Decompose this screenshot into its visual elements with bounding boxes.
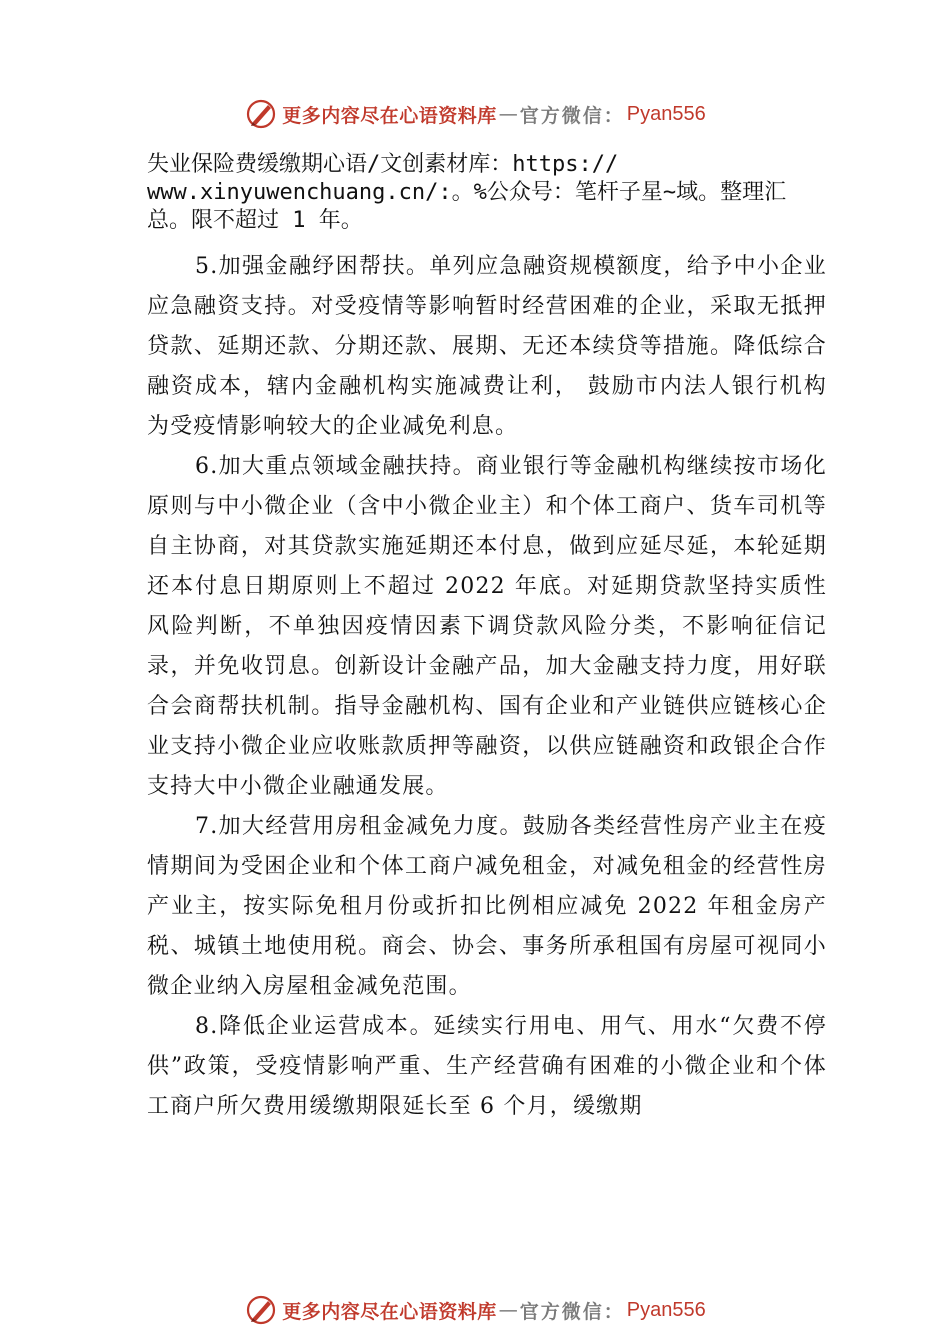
- watermark-account: Pyan556: [626, 1298, 706, 1321]
- document-body: [147, 151, 827, 1127]
- watermark-brand: 更多内容尽在心语资料库: [282, 1300, 497, 1323]
- watermark-account: Pyan556: [626, 102, 706, 125]
- lead-line-1: 失业保险费缓缴期心语/文创素材库：https://: [147, 152, 619, 177]
- paragraph-5: 5.加强金融纾困帮扶。单列应急融资规模额度，给予中小企业应急融资支持。对受疫情等影响暂时经营困难的企业，采取无抵押贷款、延期还款、分期还款、展期、无还本续贷等措施。降低综合融资成本，辖内金融机构实施减费让利， 鼓励市内法人银行机构为受疫情影响较大的企业减免利息。: [147, 254, 827, 439]
- lead-line-3: 总。限不超过 1 年。: [147, 208, 363, 233]
- watermark-footer: [0, 1290, 950, 1330]
- watermark-label: 官方微信：: [519, 104, 625, 127]
- paragraph-6: 6.加大重点领域金融扶持。商业银行等金融机构继续按市场化原则与中小微企业（含中小微企业主）和个体工商户、货车司机等自主协商，对其贷款实施延期还本付息，做到应延尽延，本轮延期还本付息日期原则上不超过 2022 年底。对延期贷款坚持实质性风险判断，不单独因疫情因素下调贷款风险分类，不影响征信记录，并免收罚息。创新设计金融产品，加大金融支持力度，用好联合会商帮扶机制。指导金融机构、国有企业和产业链供应链核心企业支持小微企业应收账款质押等融资，以供应链融资和政银企合作支持大中小微企业融通发展。: [147, 454, 827, 799]
- watermark-header: [0, 94, 950, 134]
- watermark-label: 官方微信：: [519, 1300, 625, 1323]
- paragraph-8: 8.降低企业运营成本。延续实行用电、用气、用水“欠费不停供”政策，受疫情影响严重、生产经营确有困难的小微企业和个体工商户所欠费用缓缴期限延长至 6 个月，缓缴期: [147, 1014, 827, 1119]
- pen-logo-icon: [244, 1293, 278, 1327]
- lead-line-2: www.xinyuwenchuang.cn/:。%公众号：笔杆子星~域。整理汇: [147, 180, 787, 205]
- lead-text: [147, 151, 827, 235]
- watermark-brand: 更多内容尽在心语资料库: [282, 104, 497, 127]
- pen-logo-icon: [244, 97, 278, 131]
- watermark-dash: —: [498, 103, 518, 125]
- paragraph-7: 7.加大经营用房租金减免力度。鼓励各类经营性房产业主在疫情期间为受困企业和个体工商户减免租金，对减免租金的经营性房产业主，按实际免租月份或折扣比例相应减免 2022 年租金房产税、城镇土地使用税。商会、协会、事务所承租国有房屋可视同小微企业纳入房屋租金减免范围。: [147, 814, 827, 999]
- watermark-dash: —: [498, 1299, 518, 1321]
